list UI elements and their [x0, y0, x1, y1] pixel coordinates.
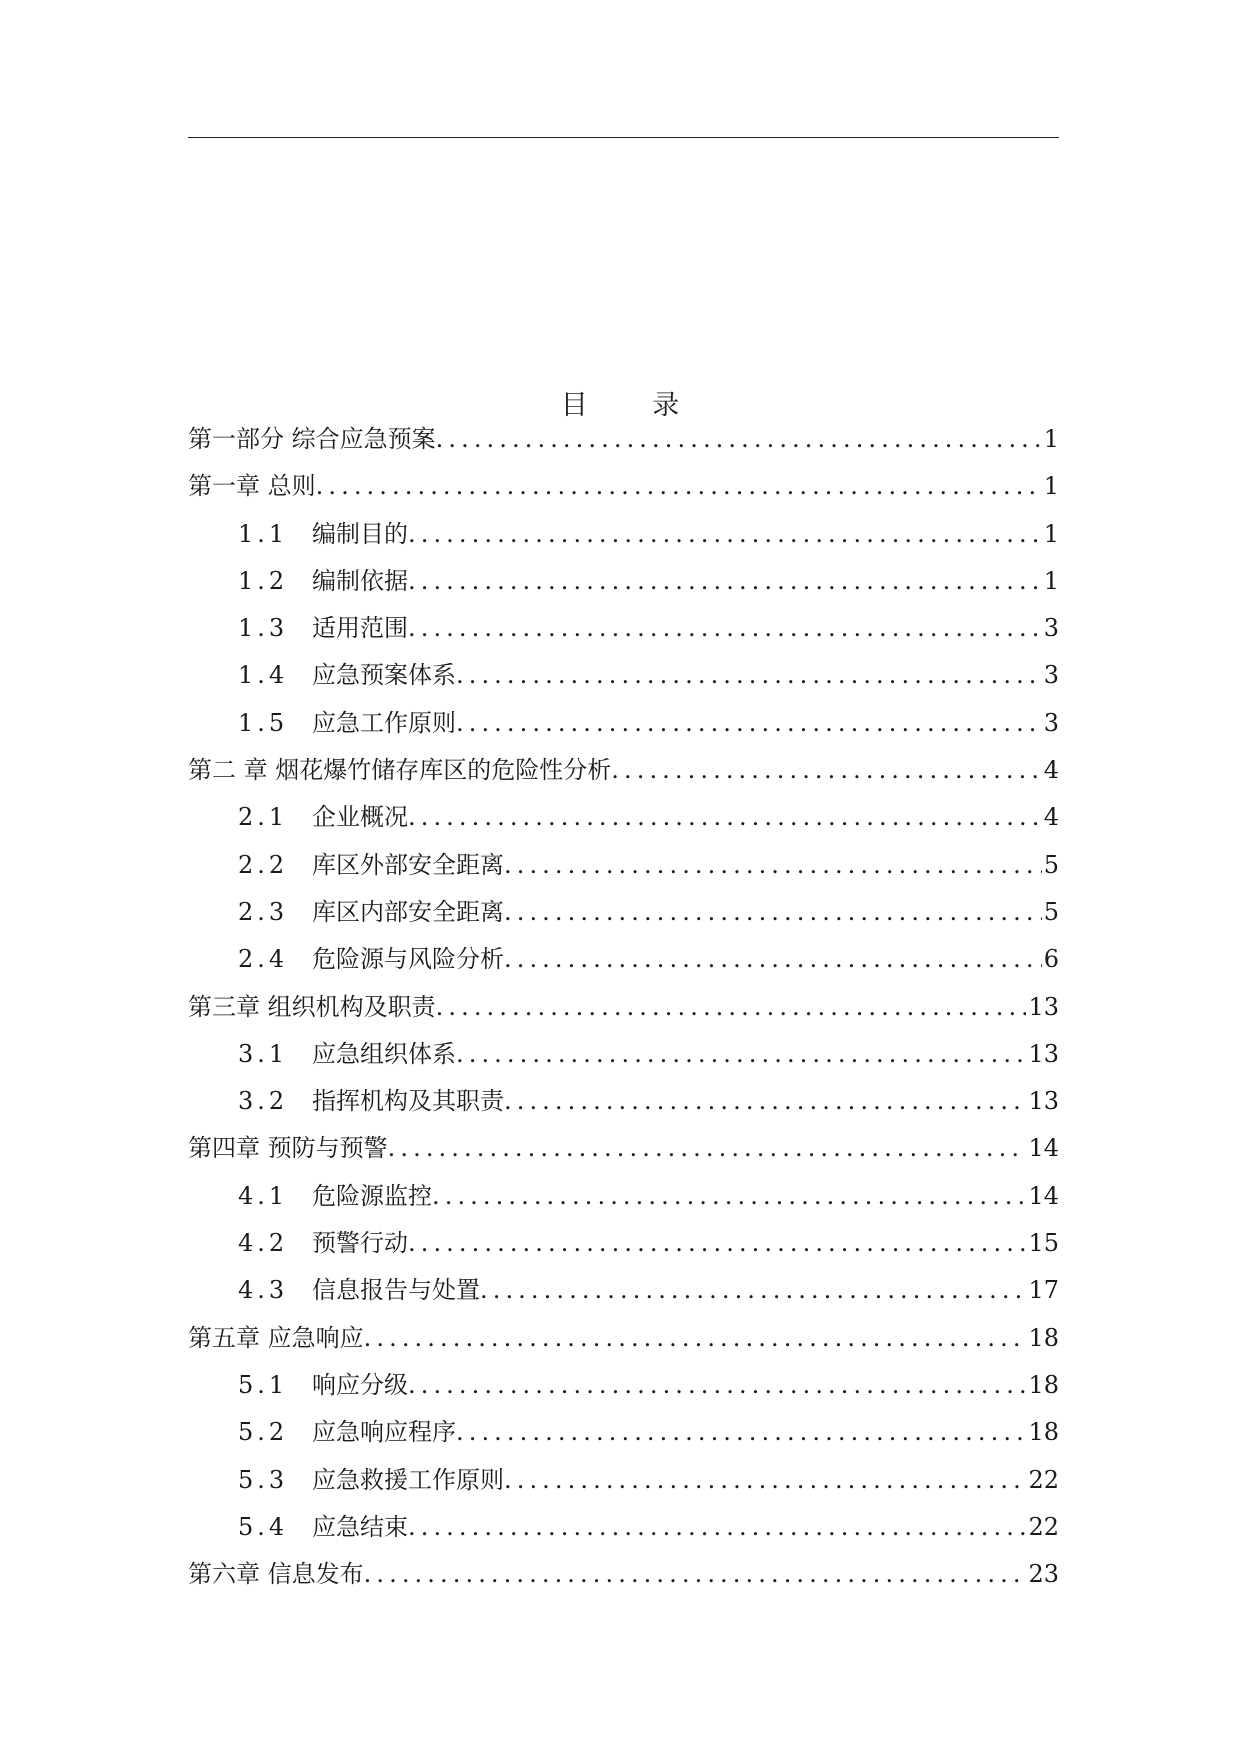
toc-dot-leader — [408, 1362, 1026, 1409]
toc-entry[interactable] — [188, 416, 1059, 463]
toc-entry[interactable] — [188, 700, 1059, 747]
toc-entry[interactable] — [188, 1315, 1059, 1362]
toc-entry-number: 2.2 — [238, 850, 289, 879]
toc-entry[interactable] — [188, 652, 1059, 699]
toc-dot-leader — [364, 1315, 1027, 1362]
toc-entry-page-number: 6 — [1043, 945, 1059, 974]
toc-entry-page-number: 17 — [1028, 1276, 1059, 1305]
toc-entry[interactable] — [188, 747, 1059, 794]
toc-entry-title: 预警行动 — [312, 1229, 408, 1258]
toc-entry[interactable] — [188, 1078, 1059, 1125]
toc-entry-title: 危险源监控 — [312, 1181, 432, 1210]
table-of-contents — [188, 416, 1059, 1598]
toc-entry[interactable] — [188, 1409, 1059, 1456]
toc-entry-page-number: 4 — [1043, 756, 1059, 785]
toc-dot-leader — [504, 1078, 1026, 1125]
toc-entry-number: 3.1 — [238, 1039, 289, 1068]
toc-entry[interactable] — [188, 889, 1059, 936]
toc-entry-title: 指挥机构及其职责 — [312, 1087, 504, 1116]
toc-entry-title: 第四章 预防与预警 — [188, 1134, 388, 1163]
toc-entry-page-number: 1 — [1043, 519, 1059, 548]
toc-entry-number: 4.3 — [238, 1276, 289, 1305]
toc-dot-leader — [436, 416, 1042, 463]
toc-dot-leader — [504, 889, 1042, 936]
toc-entry[interactable] — [188, 463, 1059, 510]
toc-dot-leader — [436, 984, 1027, 1031]
toc-entry[interactable] — [188, 842, 1059, 889]
toc-entry[interactable] — [188, 1504, 1059, 1551]
toc-dot-leader — [408, 1504, 1026, 1551]
toc-dot-leader — [456, 1409, 1026, 1456]
toc-entry-page-number: 22 — [1028, 1512, 1059, 1541]
toc-entry-title: 库区外部安全距离 — [312, 850, 504, 879]
toc-entry[interactable] — [188, 984, 1059, 1031]
toc-entry-page-number: 3 — [1043, 661, 1059, 690]
toc-entry-title: 第一部分 综合应急预案 — [188, 425, 436, 453]
toc-entry-title: 应急预案体系 — [312, 661, 456, 690]
toc-entry-title: 应急工作原则 — [312, 708, 456, 737]
toc-entry-number: 5.4 — [238, 1512, 289, 1541]
toc-entry-number: 2.1 — [238, 803, 289, 832]
header-rule — [188, 137, 1059, 138]
toc-entry-title: 适用范围 — [312, 614, 408, 643]
toc-entry-title: 第二 章 烟花爆竹储存库区的危险性分析 — [188, 756, 612, 785]
toc-entry[interactable] — [188, 511, 1059, 558]
toc-entry-title: 编制目的 — [312, 519, 408, 548]
toc-entry-page-number: 13 — [1028, 1087, 1059, 1116]
toc-entry[interactable] — [188, 1551, 1059, 1598]
toc-dot-leader — [480, 1267, 1026, 1314]
toc-entry-title: 响应分级 — [312, 1370, 408, 1399]
toc-entry-page-number: 23 — [1028, 1560, 1059, 1589]
toc-entry-number: 5.3 — [238, 1465, 289, 1494]
toc-entry-number: 1.5 — [238, 708, 289, 737]
toc-dot-leader — [504, 842, 1042, 889]
toc-entry-number: 1.2 — [238, 566, 289, 595]
toc-dot-leader — [432, 1173, 1026, 1220]
toc-entry[interactable] — [188, 794, 1059, 841]
toc-entry[interactable] — [188, 1362, 1059, 1409]
toc-entry[interactable] — [188, 1457, 1059, 1504]
toc-entry[interactable] — [188, 1173, 1059, 1220]
toc-entry-title: 应急结束 — [312, 1512, 408, 1541]
toc-dot-leader — [456, 652, 1042, 699]
toc-entry-title: 第六章 信息发布 — [188, 1560, 364, 1589]
toc-entry-page-number: 1 — [1043, 566, 1059, 595]
toc-entry-number: 1.1 — [238, 519, 289, 548]
toc-entry-page-number: 14 — [1028, 1134, 1059, 1163]
toc-entry-number: 4.1 — [238, 1181, 289, 1210]
toc-entry[interactable] — [188, 936, 1059, 983]
toc-dot-leader — [408, 558, 1042, 605]
toc-entry-page-number: 14 — [1028, 1181, 1059, 1210]
toc-entry-number: 4.2 — [238, 1229, 289, 1258]
toc-entry-page-number: 22 — [1028, 1465, 1059, 1494]
toc-entry-number: 1.4 — [238, 661, 289, 690]
toc-dot-leader — [408, 794, 1042, 841]
toc-dot-leader — [504, 936, 1042, 983]
toc-entry-title: 库区内部安全距离 — [312, 897, 504, 926]
toc-dot-leader — [504, 1457, 1026, 1504]
toc-dot-leader — [456, 700, 1042, 747]
toc-entry-title: 第一章 总则 — [188, 472, 316, 501]
toc-entry-title: 危险源与风险分析 — [312, 945, 504, 974]
toc-entry-page-number: 5 — [1043, 850, 1059, 879]
toc-entry[interactable] — [188, 605, 1059, 652]
toc-entry-title: 企业概况 — [312, 803, 408, 832]
toc-entry-title: 第三章 组织机构及职责 — [188, 992, 436, 1021]
toc-entry-page-number: 1 — [1043, 425, 1059, 453]
toc-dot-leader — [611, 747, 1041, 794]
toc-entry-title: 编制依据 — [312, 566, 408, 595]
toc-entry-page-number: 13 — [1028, 992, 1059, 1021]
toc-title: 目 录 — [560, 390, 708, 421]
toc-entry[interactable] — [188, 1125, 1059, 1172]
toc-dot-leader — [408, 605, 1042, 652]
toc-entry-page-number: 18 — [1028, 1370, 1059, 1399]
toc-entry-title: 应急响应程序 — [312, 1418, 456, 1447]
toc-entry-title: 应急组织体系 — [312, 1039, 456, 1068]
toc-entry-page-number: 3 — [1043, 614, 1059, 643]
toc-entry[interactable] — [188, 1267, 1059, 1314]
toc-entry[interactable] — [188, 1031, 1059, 1078]
toc-entry-title: 应急救援工作原则 — [312, 1465, 504, 1494]
toc-entry-page-number: 1 — [1043, 472, 1059, 501]
toc-entry-page-number: 18 — [1028, 1323, 1059, 1352]
toc-dot-leader — [408, 511, 1042, 558]
toc-dot-leader — [456, 1031, 1026, 1078]
toc-entry-number: 2.4 — [238, 945, 289, 974]
toc-dot-leader — [408, 1220, 1026, 1267]
toc-entry-page-number: 13 — [1028, 1039, 1059, 1068]
toc-entry-number: 1.3 — [238, 614, 289, 643]
toc-entry-page-number: 18 — [1028, 1418, 1059, 1447]
toc-entry-page-number: 5 — [1043, 897, 1059, 926]
toc-entry-number: 3.2 — [238, 1087, 289, 1116]
toc-entry-number: 5.1 — [238, 1370, 289, 1399]
toc-entry-number: 5.2 — [238, 1418, 289, 1447]
toc-entry-title: 第五章 应急响应 — [188, 1323, 364, 1352]
toc-entry-page-number: 15 — [1028, 1229, 1059, 1258]
toc-dot-leader — [364, 1551, 1027, 1598]
toc-dot-leader — [316, 463, 1042, 510]
toc-entry-title: 信息报告与处置 — [312, 1276, 480, 1305]
toc-entry-page-number: 4 — [1043, 803, 1059, 832]
toc-entry[interactable] — [188, 558, 1059, 605]
toc-entry[interactable] — [188, 1220, 1059, 1267]
toc-dot-leader — [388, 1125, 1027, 1172]
toc-entry-page-number: 3 — [1043, 708, 1059, 737]
toc-entry-number: 2.3 — [238, 897, 289, 926]
